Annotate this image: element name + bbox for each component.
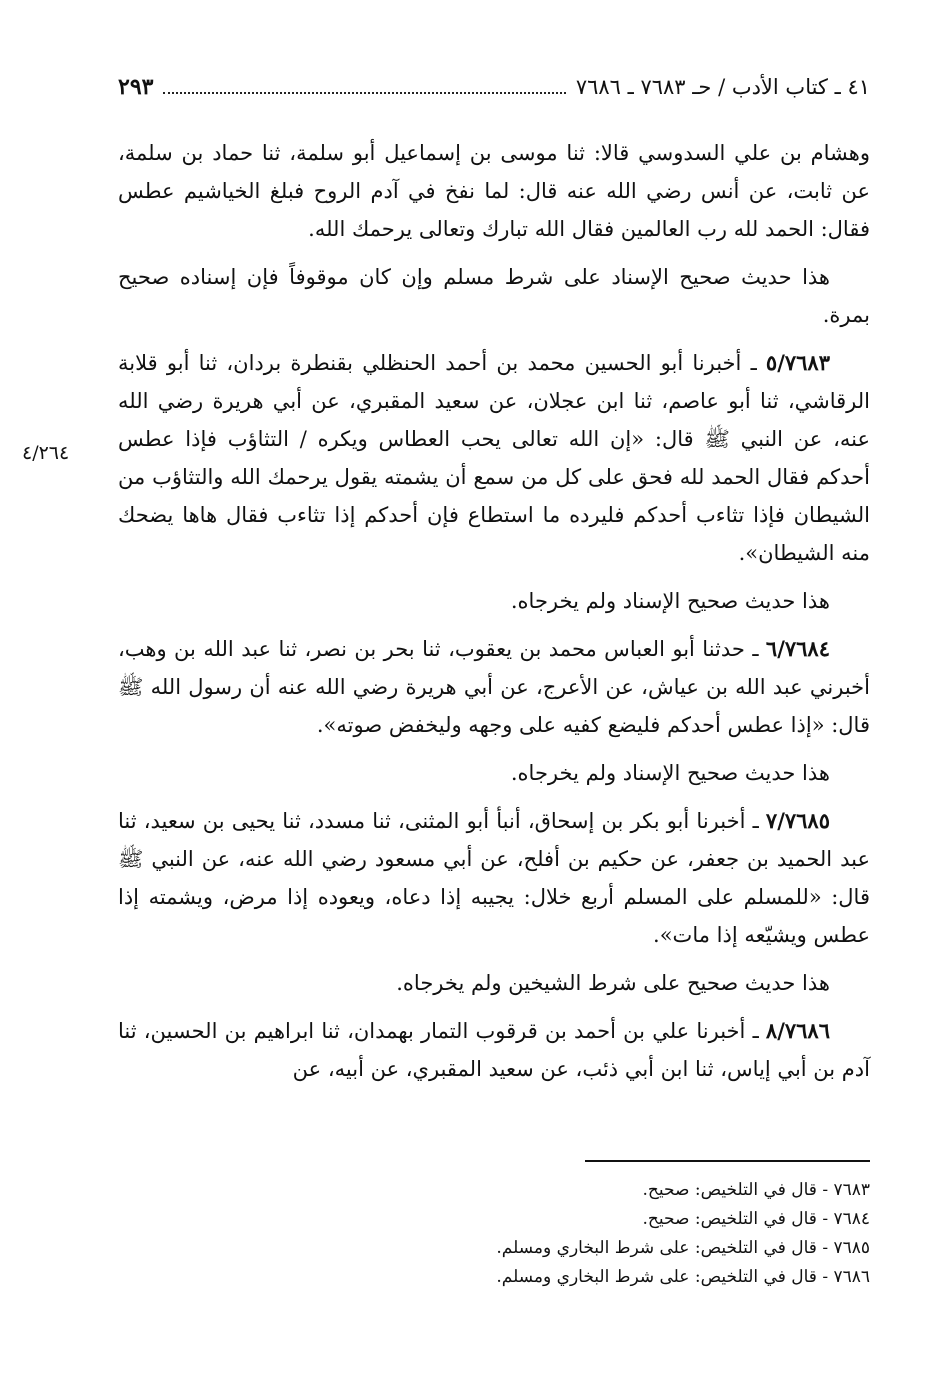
hadith-number: ٥/٧٦٨٣ xyxy=(765,350,830,375)
paragraph xyxy=(118,964,870,1002)
paragraph-text: هذا حديث صحيح الإسناد على شرط مسلم وإن كان موقوفاً فإن إسناده صحيح بمرة. xyxy=(118,265,870,327)
hadith-number: ٦/٧٦٨٤ xyxy=(765,636,830,661)
paragraph xyxy=(118,1012,870,1088)
chapter-title: ٤١ ـ كتاب الأدب / حـ ٧٦٨٣ ـ ٧٦٨٦ xyxy=(575,75,870,99)
paragraph xyxy=(118,258,870,334)
paragraph-text: وهشام بن علي السدوسي قالا: ثنا موسى بن إسماعيل أبو سلمة، ثنا حماد بن سلمة، عن ثابت، عن أنس رضي الله عنه قال: لما نفخ في آدم الروح فبلغ الخياشيم عطس فقال: الحمد لله رب العالمين فقال الله تبارك وتعالى يرحمك الله. xyxy=(118,141,870,241)
margin-reference: ٤/٢٦٤ xyxy=(22,442,70,464)
paragraph xyxy=(118,630,870,744)
footnote: ٧٦٨٥ - قال في التلخيص: على شرط البخاري ومسلم. xyxy=(496,1238,870,1258)
paragraph xyxy=(118,754,870,792)
footnote-divider xyxy=(585,1160,870,1162)
paragraph xyxy=(118,344,870,572)
footnote: ٧٦٨٣ - قال في التلخيص: صحيح. xyxy=(642,1180,870,1200)
hadith-number: ٨/٧٦٨٦ xyxy=(765,1018,830,1043)
main-text xyxy=(118,134,870,1098)
running-header xyxy=(118,74,870,104)
paragraph-text: ـ حدثنا أبو العباس محمد بن يعقوب، ثنا بحر بن نصر، ثنا عبد الله بن وهب، أخبرني عبد الله بن عياش، عن الأعرج، عن أبي هريرة رضي الله عنه أن رسول الله ﷺ قال: «إذا عطس أحدكم فليضع كفيه على وجهه وليخفض صوته». xyxy=(118,637,870,737)
paragraph-text: ـ أخبرنا أبو بكر بن إسحاق، أنبأ أبو المثنى، ثنا مسدد، ثنا يحيى بن سعيد، ثنا عبد الحميد بن جعفر، عن حكيم بن أفلح، عن أبي مسعود رضي الله عنه، عن النبي ﷺ قال: «للمسلم على المسلم أربع خلال: يجيبه إذا دعاه، ويعوده إذا مرض، ويشمته إذا عطس ويشيّعه إذا مات». xyxy=(118,809,870,947)
paragraph xyxy=(118,802,870,954)
paragraph-text: هذا حديث صحيح الإسناد ولم يخرجاه. xyxy=(510,761,830,785)
footnotes xyxy=(300,1176,870,1292)
footnote: ٧٦٨٦ - قال في التلخيص: على شرط البخاري ومسلم. xyxy=(496,1267,870,1287)
page-number: ٢٩٣ xyxy=(118,74,154,100)
hadith-number: ٧/٧٦٨٥ xyxy=(765,808,830,833)
paragraph xyxy=(118,134,870,248)
footnote: ٧٦٨٤ - قال في التلخيص: صحيح. xyxy=(642,1209,870,1229)
paragraph-text: هذا حديث صحيح على شرط الشيخين ولم يخرجاه. xyxy=(396,971,830,995)
paragraph-text: هذا حديث صحيح الإسناد ولم يخرجاه. xyxy=(510,589,830,613)
paragraph-text: ـ أخبرنا أبو الحسين محمد بن أحمد الحنظلي بقنطرة بردان، ثنا أبو قلابة الرقاشي، ثنا أبو عاصم، ثنا ابن عجلان، عن سعيد المقبري، عن أبي هريرة رضي الله عنه، عن النبي ﷺ قال: «إن الله تعالى يحب العطاس ويكره / التثاؤب فإذا عطس أحدكم فقال الحمد لله فحق على كل من سمع أن يشمته يقول يرحمك الله والتثاؤب من الشيطان فإذا تثاءب أحدكم فليرده ما استطاع فإن أحدكم إذا تثاءب فقال هاها يضحك منه الشيطان». xyxy=(118,351,870,565)
paragraph xyxy=(118,582,870,620)
leader-dots xyxy=(163,78,565,94)
paragraph-text: ـ أخبرنا علي بن أحمد بن قرقوب التمار بهمدان، ثنا ابراهيم بن الحسين، ثنا آدم بن أبي إياس، ثنا ابن أبي ذئب، عن سعيد المقبري، عن أبيه، عن xyxy=(118,1019,870,1081)
